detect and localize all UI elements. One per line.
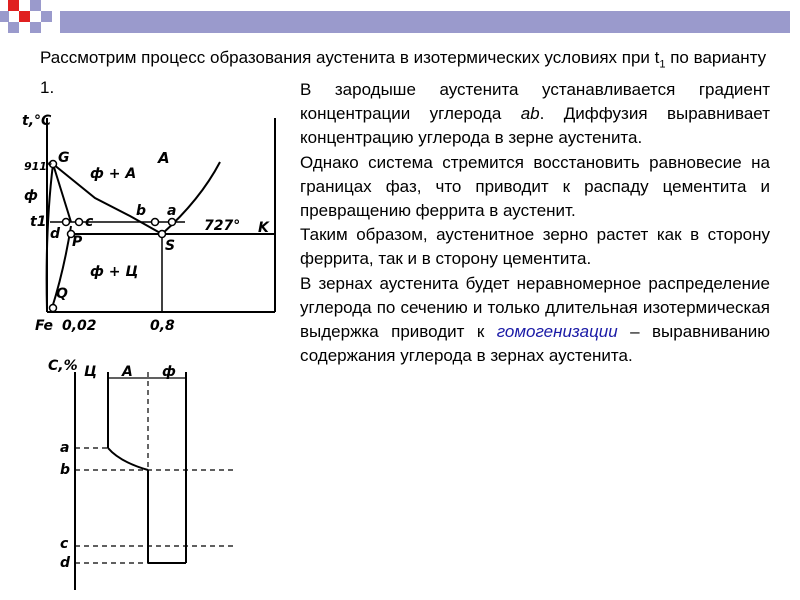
paragraph-3: Таким образом, аустенитное зерно растет как в сторону феррита, так и в сторону цементита. — [300, 225, 770, 269]
ferrite-cementite-label: ф + Ц — [90, 264, 139, 280]
point-a-label: a — [167, 203, 177, 219]
zone-ferrite-label: ф — [162, 364, 176, 380]
zone-austenite-label: A — [122, 364, 133, 380]
point-G-label: G — [58, 150, 70, 166]
c-axis-label: C,% — [48, 358, 78, 374]
fe-label: Fe — [35, 318, 53, 334]
t1-label: t1 — [30, 214, 47, 230]
level-d-label: d — [60, 555, 71, 571]
point-K-label: K — [258, 220, 269, 236]
ferrite-austenite-label: ф + A — [90, 166, 137, 182]
paragraph-1: В зародыше аустенита устанавливается градиент концентрации углерода ab. Диффузия выравнивает концентрацию углерода в зерне аустенита. — [300, 80, 770, 148]
level-a-label: a — [60, 440, 70, 456]
t911-label: 911° — [24, 160, 53, 173]
c08-label: 0,8 — [150, 318, 175, 334]
point-c-label: c — [85, 214, 94, 230]
ferrite-label: ф — [24, 188, 38, 204]
zone-cementite-label: Ц — [84, 364, 97, 380]
point-S-label: S — [165, 238, 176, 254]
point-Q-label: Q — [56, 286, 68, 302]
paragraph-4: В зернах аустенита будет неравномерное распределение углерода по сечению и только длительная изотермическая выдержка приводит к гомогенизации – выравниванию содержания углерода в зернах аустенита. — [300, 273, 770, 366]
point-P-label: P — [72, 234, 83, 250]
level-c-label: c — [60, 536, 69, 552]
t727-label: 727° — [204, 218, 241, 234]
paragraph-2: Однако система стремится восстановить равновесие на границах фаз, что приводит к распаду цементита и превращению феррита в аустенит. — [300, 152, 770, 221]
homogenization-link[interactable]: гомогенизации — [496, 322, 618, 342]
point-b-label: b — [136, 203, 147, 219]
c002-label: 0,02 — [62, 318, 97, 334]
intro-text: Рассмотрим процесс образования аустенита в изотермических условиях при $t_1$ по варианту 1. — [40, 48, 767, 98]
t-axis-label: t,°C — [22, 113, 52, 129]
point-d-label: d — [50, 226, 61, 242]
level-b-label: b — [60, 462, 71, 478]
austenite-label: A — [158, 149, 170, 167]
